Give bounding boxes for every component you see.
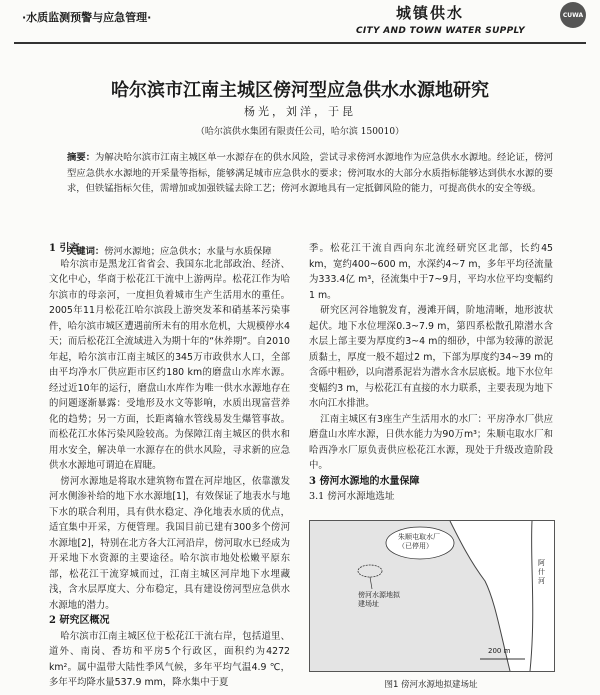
section-2-paragraph-2: 研究区河谷地貌发育，漫滩开阔，阶地清晰，地形波状起伏。地下水位埋深0.3~7.9 m，第四系松散孔隙潜水含水层上部主要为厚度约3~4 m的细砂，中部为较薄的淤泥质黏土，厚度一般不超过2 m，下部为厚度约34~39 m的含砾中粗砂，以向潜系泥岩为潜水含水层底板。地下水位年变幅约3 m，与松花江有直接的水力联系，主要表现为地下水向江水排泄。 (309, 305, 553, 409)
section-1-paragraph-2: 傍河水源地是将取水建筑物布置在河岸地区，依靠激发河水侧渗补给的地下水水源地[1]，有效保证了地表水与地下水的联合利用，具有供水稳定、净化地表水质的优点，适宜集中开采，方便管理。我国目前已建有300多个傍河水源地[2]，特别在北方各大江河沿岸，傍河取水已经成为开采地下水资源的主要途径。哈尔滨市地处松嫩平原东部，松花江干流穿城而过，江南主城区河岸地下水埋藏浅，含水层厚度大、分布稳定，具有建设傍河型应急供水水源地的潜力。 (49, 475, 290, 611)
article-affiliation: （哈尔滨供水集团有限责任公司，哈尔滨 150010） (195, 127, 405, 137)
keywords-label: 关键词： (67, 246, 105, 257)
article-title: 哈尔滨市江南主城区傍河型应急供水水源地研究 (111, 80, 489, 101)
section-2-paragraph-1-cont: 季。松花江干流自西向东北流经研究区北部，长约45 km，宽约400~600 m，水深约4~7 m，多年平均径流量为333.4亿 m³，径流集中于7~9月，平均水位平均变幅约1 m。 (309, 243, 553, 301)
keywords-text: 傍河水源地；应急供水；水量与水质保障 (104, 246, 272, 257)
journal-header (356, 2, 586, 46)
article-authors: 杨光，刘洋，于昆 (244, 105, 356, 118)
scale-label: 200 m (488, 647, 511, 655)
abstract-label: 摘要： (67, 152, 96, 163)
tributary-line (530, 521, 533, 671)
section-2-paragraph-1: 哈尔滨市江南主城区位于松花江干流右岸，包括道里、道外、南岗、香坊和平房5个行政区，面积约为4272 km²。属中温带大陆性季风气候，多年平均气温4.9 ℃，多年平均降水量537.9 mm，降水集中于夏 (49, 630, 290, 688)
section-1-paragraph-1: 哈尔滨市是黑龙江省省会、我国东北北部政治、经济、文化中心，华商于松花江干流中上游两岸。松花江作为哈尔滨市的母亲河，一度担负着城市生产生活用水的重任。2005年11月松花江哈尔滨段上游突发苯和硝基苯污染事件，哈尔滨市城区遭遇前所未有的用水危机，大规模停水4天；而后松花江全流域进入为期十年的“休养期”。自2010年起，哈尔滨市江南主城区的345万市政供水人口，全部由平均净水厂供应距市区约180 km的磨盘山水库水源。经过近10年的运行，磨盘山水库作为唯一供水水源地存在的问题逐渐暴露：受地形及水文等影响，水质出现富营养化的趋势；另一方面，长距离输水管线易发生爆管事故。而松花江水体污染风险较高。为保障江南主城区的供水和用水安全，解决单一水源存在的供水风险，寻求新的应急供水水源地可谓迫在眉睫。 (49, 258, 290, 471)
section-3-title: 3 傍河水源地的水量保障 (309, 475, 420, 487)
abstract-text: 为解决哈尔滨市江南主城区单一水源存在的供水风险，尝试寻求傍河水源地作为应急供水水源地。经论证，傍河型应急供水水源地的开采量等指标，能够满足城市应急供水的要求；傍河取水的大部分水质指标能够达到供水水源的要求，但铁锰指标欠佳，需增加或加强铁锰去除工艺；傍河水源地具有一定抵御风险的能力，可提高供水的安全等级。 (67, 152, 553, 194)
left-column (49, 241, 290, 691)
journal-title-cn: 城镇供水 (396, 4, 465, 22)
site-map-figure (309, 520, 555, 672)
abstract (67, 150, 553, 197)
journal-title-en: CITY AND TOWN WATER SUPPLY (356, 26, 525, 36)
river-label: 阿什河 (538, 559, 545, 585)
header-divider (14, 42, 586, 44)
journal-logo-icon: CUWA (560, 2, 586, 28)
section-2-title: 2 研究区概况 (49, 615, 110, 626)
site-label: 傍河水源地拟建场址 (358, 591, 400, 608)
section-2-paragraph-3: 江南主城区有3座生产生活用水的水厂：平房净水厂供应磨盘山水库水源，日供水能力为90万m³；朱顺屯取水厂和哈西净水厂原负责供应松花江水源，现处于升级改造阶段中。 (309, 413, 553, 471)
plant-label: 朱顺屯取水厂（已停用） (398, 533, 440, 550)
section-tag: ·水质监测预警与应急管理· (22, 11, 152, 24)
figure-caption: 图1 傍河水源地拟建场址 (384, 680, 478, 690)
section-1-title: 1 引言 (49, 243, 80, 254)
right-column (309, 241, 553, 505)
section-3-1-title: 3.1 傍河水源地选址 (309, 491, 395, 502)
